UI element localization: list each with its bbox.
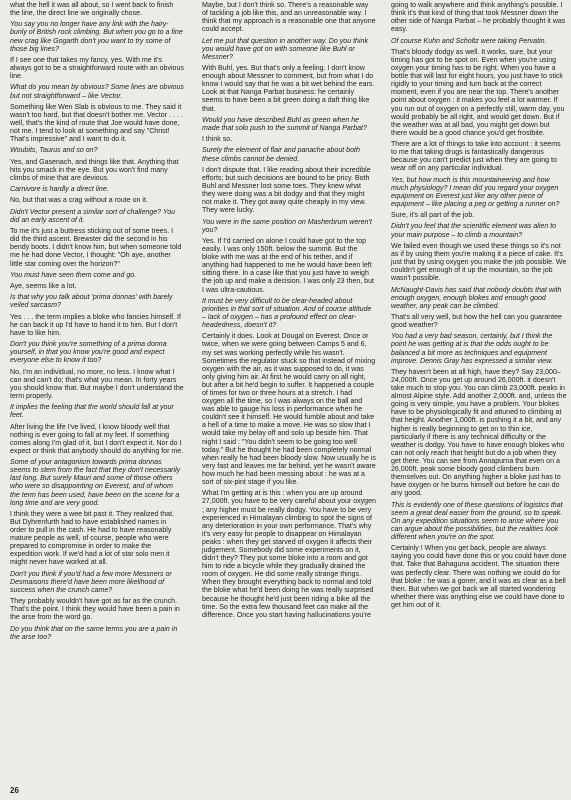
interview-question: Let me put that question in another way. Do you think you would have got on with someone like Buhl or Messner? <box>202 37 368 61</box>
text-column-2 <box>202 2 376 623</box>
interview-answer: I think so. <box>202 136 233 144</box>
interview-answer: There are a lot of things to take into account : it seems to me that taking drugs is fantastically dangerous because you can't predict just when they are going to wear off on any particular individual. <box>391 141 561 173</box>
magazine-page <box>10 2 567 792</box>
interview-answer: Something like Wen Slab is obvious to me. They said it wasn't too hard, but that doesn't bother me. Vector . . . . well, that's the kind of route that Joe would have done, not me. I tend to look at something and say "Christ! That's impressive" and I want to do it. <box>10 103 183 144</box>
interview-answer: Certainly it does. Look at Dougal on Everest. Once or twice, when we were going between Camps 5 and 6, my set was working perfectly while his wasn't. Sometimes the regulator stuck so that instead of mixing oxygen with the air, as it was supposed to do, it was only giving him air. At first he would carry on all right, but after a bit he'd begin to suffer. It happened a couple of times for two or three hours at a stretch. I had oxygen all the time, so I was always on the ball and was able to gauge his loss in performance when he couldn't see it himself. He would fumble about and take a hell of a time to make a move. He was so slow that I would take my belay off and solo up beside him. That night I said : "You didn't seem to be going too well today." But he thought he had been completely normal when really he had been bloody slow. Now usually he is very fast and leaves me far behind, yet he wasn't aware how much he had been messing about : he was at a sort of six-pint stage if you like. <box>202 333 376 487</box>
interview-question: Woubits, Taurus and so on? <box>10 147 98 155</box>
interview-answer: What I'm getting at is this : when you are up around 27,000ft. you have to be very careful about your oxygen ; any higher must be really dodgy. You have to be very experienced in Himalayan climbing to spot the signs of any deterioration in your own performance. That's why it's very easy for people to disappear on Himalayan peaks : when they get starved of oxygen it affects their judgement. Somebody did some experiments on it, didn't they? They put some bloke into a room and got him to ride a bicycle while they gradually drained the room of oxygen. He did some really strange things. When they brought everything back to normal and told the bloke what he'd been doing he was really surprised because he thought he'd just been riding a bike all the time. So the extra few thousand feet can make all the difference. Once you start having hallucinations you're <box>202 490 376 619</box>
interview-question: Didn't Vector present a similar sort of challenge? You did an early ascent of it. <box>10 208 176 224</box>
interview-question: You were in the same position on Masherbrum weren't you? <box>202 218 372 234</box>
interview-answer: Certainly ! When you get back, people are always saying you could have done this or you could have done that. Take that Bahaguna accident. The situation there was perfectly clear. There was nothing we could do for that bloke : he was a goner, and it was as clear as a bell then. But when we got back we all started wondering whether there was anything else we could have done to get him out of it. <box>391 545 567 609</box>
interview-question: Some of your antagonism towards prima donnas seems to stem from the fact that they don't necessarily last long. But surely Mauri and some of those others who were so disappointing on Everest, and of whom the term has been used, have been on the scene for a long time and are very good. <box>10 459 181 507</box>
interview-answer: They probably wouldn't have got as far as the crunch. That's the point. I think they would have been a pain in the arse from the word go. <box>10 598 180 622</box>
interview-question: McNaught-Davis has said that nobody doubts that with enough oxygen, enough blokes and enough good weather, any peak can be climbed. <box>391 286 562 310</box>
interview-answer: what the hell it was all about, so I went back to finish the line, the direct line we originally chose. <box>10 2 174 18</box>
interview-answer: going to walk anywhere and think anything's possible. I think it's that kind of thing that took Messner down the other side of Nanga Parbat – he probably thought it was easy. <box>391 2 566 34</box>
interview-question: Don't you think you're something of a prima donna yourself, in that you know you're good and expect everyone else to know it too? <box>10 341 167 365</box>
interview-question: This is evidently one of these questions of logistics that seem a great deal easier from the ground, so to speak. On any expedition situations seem to arise where you can argue about the possibilities, but the realities look different when you're on the spot. <box>391 501 563 541</box>
interview-answer: We failed even though we used these things so it's not as if by using them you're making it a piece of cake. It's just that by using oxygen you make the job possible. We couldn't get enough of it up the mountain, so the job wasn't possible. <box>391 242 567 283</box>
interview-question: You had a very bad season, certainly, but I think the point he was getting at is that the odds ought to be balanced a bit more as techniques and equipment improve. Dennis Gray has expressed a similar view. <box>391 333 553 365</box>
interview-answer: With Buhl, yes. But that's only a feeling. I don't know enough about Messner to comment, but from what I do know I would say that he was a bit wet behind the ears. Look at that Nanga Parbat business: he certainly seems to have been a bit green doing a daft thing like that. <box>202 65 375 113</box>
interview-question: It implies the feeling that the world should fall at your feet. <box>10 404 174 420</box>
interview-question: Carnivore is hardly a direct line. <box>10 186 109 194</box>
interview-answer: Maybe, but I don't think so. There's a reasonable way of tackling a job like this, and an unreasonable way. I think that my approach is a reasonable one that anyone could accept. <box>202 2 376 34</box>
text-column-1 <box>10 2 184 645</box>
interview-question: Would you have described Buhl as green when he made that solo push to the summit of Nanga Parbat? <box>202 116 367 132</box>
interview-answer: Sure, it's all part of the job. <box>391 212 475 220</box>
interview-question: Yes, but how much is this mountaineering and how much physiology? I mean did you regard your oxygen equipment on Everest just like any other piece of equipment – like placing a peg or getting a runner on? <box>391 176 560 208</box>
interview-answer: If I see one that takes my fancy, yes. With me it's always got to be a straightforward route with an obvious line. <box>10 56 184 81</box>
page-number: 26 <box>10 786 19 795</box>
interview-answer: No, I'm an individual, no more, no less. I know what I can and can't do; that's what you mean. In forty years you should know that. But maybe I don't understand the term properly. <box>10 368 184 400</box>
interview-answer: To me it's just a buttress sticking out of some trees. I did the third ascent. Brewster did the second in his bendy boots. I didn't know him, but when someone told me he had done Vector, I thought: "Oh aye, another little star coming over the horizon?" <box>10 228 182 268</box>
text-column-3 <box>391 2 567 613</box>
interview-answer: Aye, seems like a lot. <box>10 283 77 291</box>
interview-question: Didn't you feel that the scientific element was alien to your main purpose – to climb a mountain? <box>391 223 557 239</box>
interview-question: You say you no longer have any link with the hairy-bunly of British rock climbing. But when you go to a fine new crag like Gogarth don't you want to try some of those big lines? <box>10 21 183 53</box>
interview-answer: I think they were a wee bit past it. They realized that. But Dyhrenfurth had to have established names in order to pull in the cash. He had to have reasonably mature people as well, of course, people who were prepared to compromise in order to make the expedition work. If we'd had a lot of star solo men it might never have worked at all. <box>10 510 174 567</box>
interview-answer: Yes. If I'd carried on alone I could have got to the top easily. I was only 150ft. below the summit. But the bloke with me was at the end of his tether, and if anything had happened to me he would have been left sitting there. In a case like that you just have to weigh the job up and make a decision. I was only 23 then, but I was ultra-cautious. <box>202 237 374 294</box>
interview-question: It must be very difficult to be clear-headed about priorities in that sort of situation. And of course altitude – lack of oxygen – has a profound effect on clear-headedness, doesn't it? <box>202 297 372 330</box>
interview-answer: Yes, and Gasenach, and things like that. Anything that hits you smack in the eye. But you won't find many climbs of mine that are devious. <box>10 158 179 182</box>
interview-question: Of course Kuhn and Scholtz were taking Pervatin. <box>391 37 547 45</box>
interview-question: Don't you think if you'd had a few more Messners or Desmaisons there'd have been more likelihood of success when the crunch came? <box>10 570 172 594</box>
interview-question: Surely the element of flair and panache about both these climbs cannot be denied. <box>202 147 360 163</box>
interview-question: What do you mean by obvious? Some lines are obvious but not straightforward – like Vector. <box>10 84 184 100</box>
interview-question: Do you think that on the same terms you are a pain in the arse too? <box>10 625 178 641</box>
interview-answer: I don't dispute that. I like reading about their incredible efforts; but such decisions are bound to be pricy. Both Buhl and Messner lost some toes. They knew what they were doing was a bit dodgy and that they might not make it. They got away quite cheaply in my view. They were lucky. <box>202 166 371 215</box>
interview-answer: They haven't been at all high, have they? Say 23,000–24,000ft. Once you get up around 26,000ft. it doesn't take much to stop you. You can climb 23,000ft. peaks in almost Alpine style. Add another 2,000ft. and, unless the going is very simple, you have a problem. Your blokes have to be physiologically fit and attuned to climbing at that height. Another 1,000ft. is pushing it a bit, and any higher is really beginning to get on to thin ice, particularly if there is any technical difficulty or the weather is dodgy. You have to have enough blokes who can not only reach that height but do a job when they get there. You can see from Annapurna that even on a 26,000ft. peak some bloody good climbers burn themselves out. On anything higher a bloke just has to have oxygen or he burns himself out before he can do any good. <box>391 368 567 498</box>
interview-answer: No, but that was a crag without a route on it. <box>10 197 148 205</box>
interview-answer: That's bloody dodgy as well. It works, sure, but your timing has got to be spot on. Even when you're using oxygen your timing has to be right. When you have a bottle that will last for eight hours, you just have to stick rigidly to your timing and turn back at the correct moment, even if you are near the top. There's another point about oxygen : it makes you feel a lot warmer. If you run out of oxygen on a perfectly still, warm day, you would probably be all right, and would get down. But if the weather was at all bad, you might get down but there would be a good chance you'd get frostbite. <box>391 48 565 137</box>
interview-answer: After living the life I've lived, I know bloody well that nothing is ever going to fall at my feet. If something comes along I'm glad of it, but I don't expect it. Nor do I expect or think that anybody should do anything for me. <box>10 423 184 455</box>
interview-question: You must have seen them come and go. <box>10 271 137 279</box>
interview-answer: Yes . . . the term implies a bloke who fancies himself. If he can back it up I'd have to hand it to him. But I don't have to like him. <box>10 313 181 337</box>
interview-question: Is that why you talk about 'prima donnas' with barely veiled sarcasm? <box>10 294 173 310</box>
interview-answer: That's all very well, but how the hell can you guarantee good weather? <box>391 313 562 330</box>
